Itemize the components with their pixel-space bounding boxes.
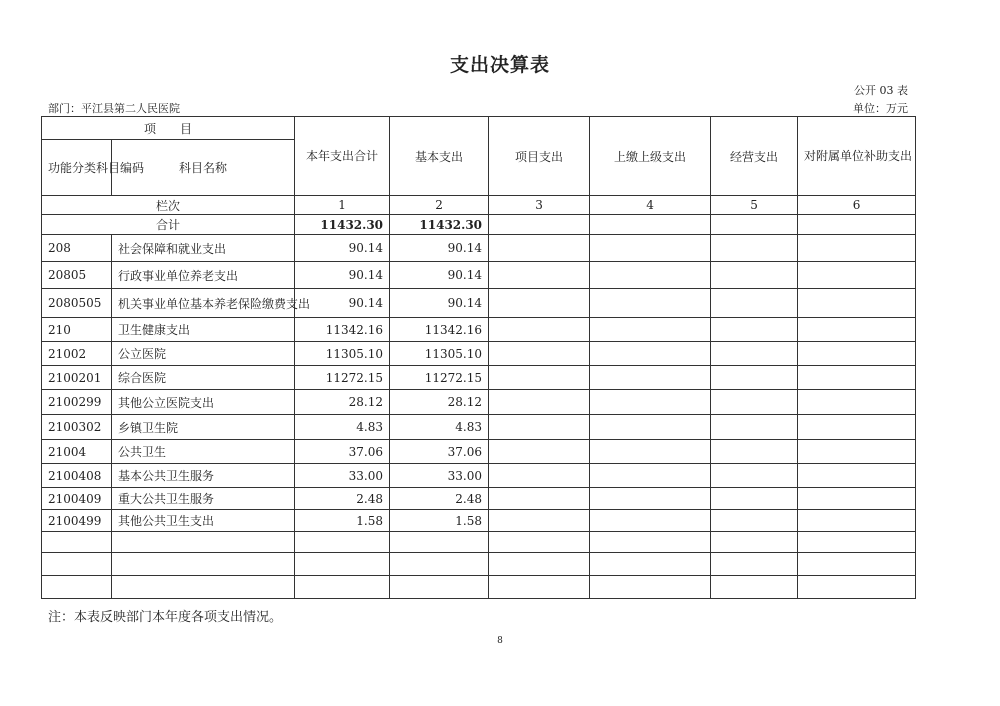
form-code: 公开 03 表 (854, 84, 908, 97)
expenditure-table (41, 116, 916, 599)
empty-row (42, 553, 916, 576)
department-label: 部门：平江县第二人民医院 (48, 102, 180, 115)
table-note: 注：本表反映部门本年度各项支出情况。 (48, 610, 283, 625)
row-name: 综合医院 (112, 366, 295, 390)
col-number: 3 (489, 196, 590, 215)
row-code: 21004 (42, 440, 112, 464)
header-total: 本年支出合计 (295, 117, 390, 196)
row-total: 11305.10 (295, 342, 390, 366)
row-basic: 28.12 (390, 390, 489, 415)
basic-total-value: 11432.30 (390, 215, 489, 235)
row-total: 11272.15 (295, 366, 390, 390)
row-total: 2.48 (295, 488, 390, 510)
header-upper: 上缴上级支出 (590, 117, 711, 196)
table-row (42, 488, 916, 510)
header-name: 科目名称 (112, 140, 295, 196)
row-code: 2100201 (42, 366, 112, 390)
header-project: 项目支出 (489, 117, 590, 196)
table-row (42, 440, 916, 464)
row-basic: 11305.10 (390, 342, 489, 366)
header-business: 经营支出 (711, 117, 798, 196)
row-total: 90.14 (295, 262, 390, 289)
header-subsidiary: 对附属单位补助支出 (798, 117, 916, 196)
table-row (42, 510, 916, 532)
row-code: 20805 (42, 262, 112, 289)
row-code: 2080505 (42, 289, 112, 318)
page-title: 支出决算表 (449, 54, 550, 76)
row-basic: 11272.15 (390, 366, 489, 390)
row-total: 90.14 (295, 289, 390, 318)
table-row (42, 318, 916, 342)
table-row (42, 342, 916, 366)
row-name: 行政事业单位养老支出 (112, 262, 295, 289)
total-value: 11432.30 (295, 215, 390, 235)
col-number-label: 栏次 (42, 196, 295, 215)
table-row (42, 366, 916, 390)
table-row (42, 262, 916, 289)
row-basic: 1.58 (390, 510, 489, 532)
row-code: 2100408 (42, 464, 112, 488)
row-name: 乡镇卫生院 (112, 415, 295, 440)
row-total: 37.06 (295, 440, 390, 464)
row-basic: 33.00 (390, 464, 489, 488)
row-total: 33.00 (295, 464, 390, 488)
row-total: 1.58 (295, 510, 390, 532)
row-name: 卫生健康支出 (112, 318, 295, 342)
row-code: 2100302 (42, 415, 112, 440)
row-code: 210 (42, 318, 112, 342)
row-name: 其他公共卫生支出 (112, 510, 295, 532)
row-name: 公共卫生 (112, 440, 295, 464)
row-code: 2100409 (42, 488, 112, 510)
row-code: 208 (42, 235, 112, 262)
empty-row (42, 576, 916, 599)
row-total: 11342.16 (295, 318, 390, 342)
table-row (42, 289, 916, 318)
row-name: 社会保障和就业支出 (112, 235, 295, 262)
unit-label: 单位：万元 (853, 102, 908, 115)
header-basic: 基本支出 (390, 117, 489, 196)
row-name: 基本公共卫生服务 (112, 464, 295, 488)
col-number: 4 (590, 196, 711, 215)
row-code: 2100299 (42, 390, 112, 415)
row-basic: 90.14 (390, 289, 489, 318)
col-number: 5 (711, 196, 798, 215)
page-number: 8 (497, 636, 503, 646)
row-basic: 90.14 (390, 262, 489, 289)
table-row (42, 464, 916, 488)
total-label: 合计 (42, 215, 295, 235)
col-number: 2 (390, 196, 489, 215)
col-number: 1 (295, 196, 390, 215)
row-name: 机关事业单位基本养老保险缴费支出 (112, 289, 295, 318)
row-basic: 4.83 (390, 415, 489, 440)
row-name: 重大公共卫生服务 (112, 488, 295, 510)
header-code: 功能分类科目编码 (42, 140, 112, 196)
table-row (42, 415, 916, 440)
row-name: 其他公立医院支出 (112, 390, 295, 415)
empty-row (42, 532, 916, 553)
row-basic: 2.48 (390, 488, 489, 510)
header-item: 项 目 (42, 117, 295, 140)
row-basic: 11342.16 (390, 318, 489, 342)
col-number: 6 (798, 196, 916, 215)
row-total: 90.14 (295, 235, 390, 262)
row-total: 28.12 (295, 390, 390, 415)
row-basic: 90.14 (390, 235, 489, 262)
table-row (42, 235, 916, 262)
row-code: 21002 (42, 342, 112, 366)
row-total: 4.83 (295, 415, 390, 440)
row-code: 2100499 (42, 510, 112, 532)
row-basic: 37.06 (390, 440, 489, 464)
row-name: 公立医院 (112, 342, 295, 366)
table-row (42, 390, 916, 415)
